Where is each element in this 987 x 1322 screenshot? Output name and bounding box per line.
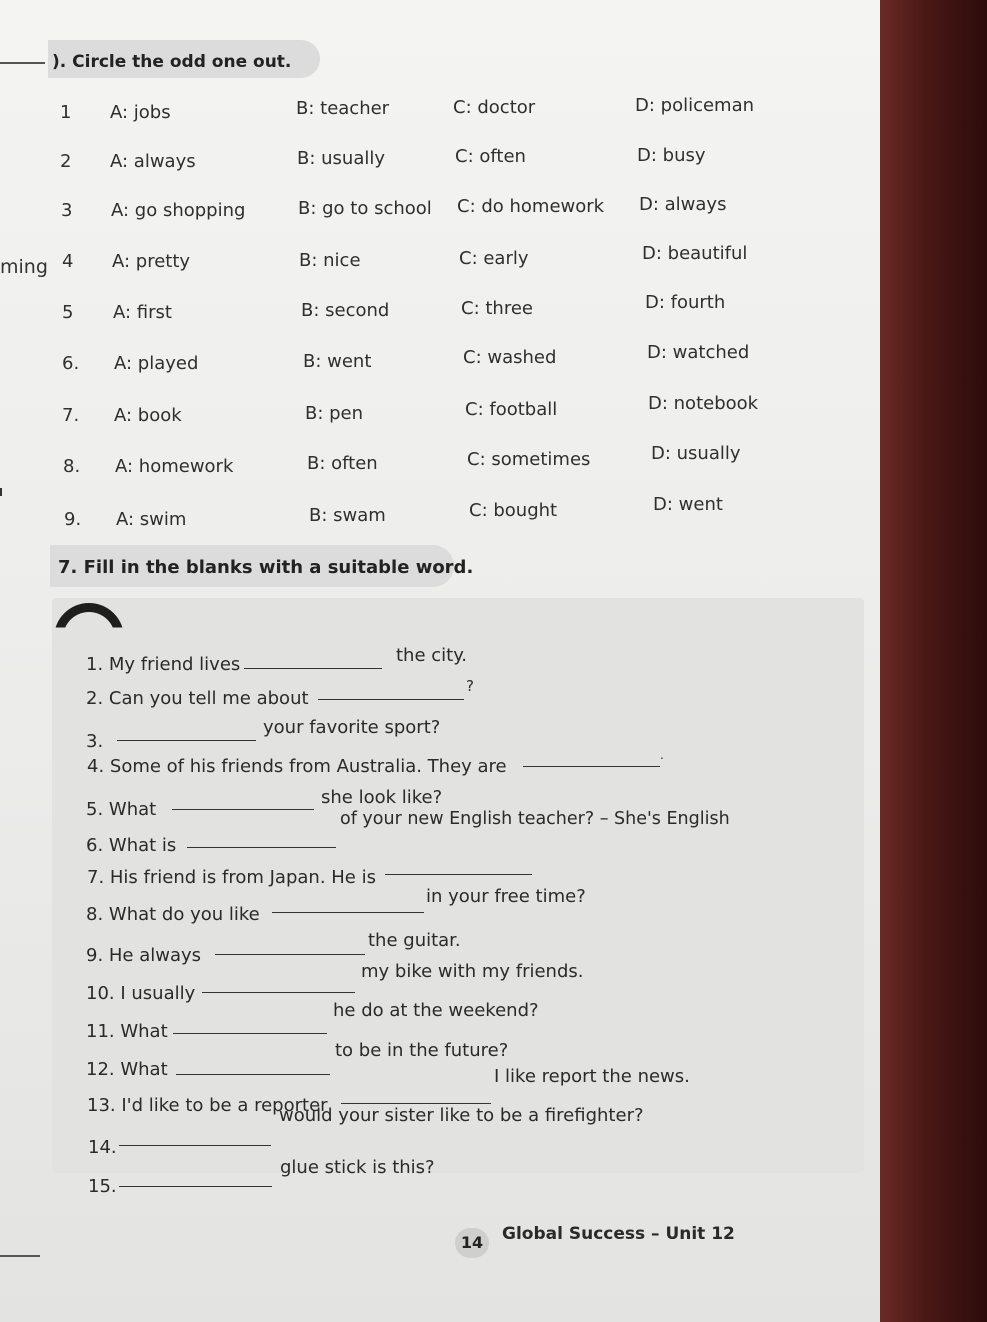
option-a[interactable]: A: jobs bbox=[110, 102, 171, 123]
margin-text: ming bbox=[0, 256, 48, 278]
section6-title: ). Circle the odd one out. bbox=[52, 52, 292, 72]
option-b[interactable]: B: pen bbox=[305, 403, 364, 424]
table-background bbox=[880, 0, 987, 1322]
option-d[interactable]: D: usually bbox=[651, 443, 741, 464]
option-c[interactable]: C: do homework bbox=[457, 196, 605, 217]
question-number: 4 bbox=[62, 251, 74, 272]
option-d[interactable]: D: fourth bbox=[645, 292, 726, 313]
option-b[interactable]: B: swam bbox=[309, 505, 386, 526]
option-a[interactable]: A: homework bbox=[115, 456, 234, 477]
margin-line-bottom bbox=[0, 1255, 40, 1257]
fill-prefix: 13. I'd like to be a reporter bbox=[87, 1095, 328, 1116]
option-a[interactable]: A: go shopping bbox=[111, 200, 246, 221]
fill-prefix: 1. My friend lives bbox=[86, 654, 241, 675]
fill-suffix: he do at the weekend? bbox=[333, 1000, 539, 1021]
answer-blank[interactable] bbox=[119, 1145, 271, 1146]
fill-prefix: 9. He always bbox=[86, 945, 202, 966]
answer-blank[interactable] bbox=[187, 847, 336, 848]
option-b[interactable]: B: usually bbox=[297, 148, 386, 169]
option-d[interactable]: D: busy bbox=[637, 145, 706, 166]
question-number: 1 bbox=[60, 102, 72, 123]
question-row bbox=[0, 243, 880, 281]
answer-blank[interactable] bbox=[173, 1033, 327, 1034]
option-c[interactable]: C: early bbox=[459, 248, 529, 269]
question-row bbox=[0, 443, 880, 486]
option-c[interactable]: C: bought bbox=[469, 500, 558, 521]
option-d[interactable]: D: watched bbox=[647, 342, 750, 363]
option-a[interactable]: A: swim bbox=[116, 509, 187, 530]
option-b[interactable]: B: went bbox=[303, 351, 372, 372]
answer-blank[interactable] bbox=[176, 1074, 330, 1075]
question-row bbox=[0, 393, 880, 435]
option-a[interactable]: A: book bbox=[114, 405, 182, 426]
question-row bbox=[0, 292, 880, 332]
option-c[interactable]: C: doctor bbox=[453, 97, 536, 118]
fill-suffix: of your new English teacher? – She's English bbox=[340, 809, 730, 829]
answer-blank[interactable] bbox=[341, 1103, 491, 1104]
question-number: 3 bbox=[61, 200, 73, 221]
answer-blank[interactable] bbox=[119, 1186, 272, 1187]
question-number: 5 bbox=[62, 302, 74, 323]
fill-prefix: 2. Can you tell me about bbox=[86, 688, 309, 709]
answer-blank[interactable] bbox=[172, 809, 314, 810]
fill-suffix: to be in the future? bbox=[335, 1040, 509, 1061]
fill-prefix: 14. bbox=[88, 1137, 117, 1158]
option-d[interactable]: D: went bbox=[653, 494, 723, 515]
answer-blank[interactable] bbox=[117, 740, 256, 741]
fill-suffix: she look like? bbox=[321, 787, 443, 808]
answer-blank[interactable] bbox=[523, 766, 660, 767]
option-c[interactable]: C: washed bbox=[463, 347, 557, 368]
answer-blank[interactable] bbox=[215, 954, 365, 955]
fill-prefix: 11. What bbox=[86, 1021, 168, 1042]
option-d[interactable]: D: always bbox=[639, 194, 727, 215]
question-row bbox=[0, 95, 880, 132]
answer-blank[interactable] bbox=[272, 912, 424, 913]
option-b[interactable]: B: often bbox=[307, 453, 378, 474]
question-row bbox=[0, 194, 880, 230]
fill-suffix: glue stick is this? bbox=[280, 1157, 435, 1178]
fill-suffix: the city. bbox=[396, 645, 468, 666]
fill-suffix: my bike with my friends. bbox=[361, 961, 584, 982]
question-row bbox=[0, 145, 880, 181]
fill-suffix: . bbox=[660, 748, 664, 762]
fill-prefix: 6. What is bbox=[86, 835, 177, 856]
question-number: 8. bbox=[63, 456, 81, 477]
fill-prefix: 3. bbox=[86, 731, 104, 752]
fill-prefix: 15. bbox=[88, 1176, 117, 1197]
option-c[interactable]: C: three bbox=[461, 298, 533, 319]
fill-prefix: 7. His friend is from Japan. He is bbox=[87, 867, 376, 888]
fill-suffix: in your free time? bbox=[426, 886, 586, 907]
answer-blank[interactable] bbox=[385, 874, 532, 875]
fill-suffix: I like report the news. bbox=[494, 1066, 690, 1087]
option-d[interactable]: D: notebook bbox=[648, 393, 759, 414]
fill-suffix: ? bbox=[466, 677, 474, 695]
answer-blank[interactable] bbox=[318, 699, 464, 700]
option-c[interactable]: C: often bbox=[455, 146, 526, 167]
fill-prefix: 12. What bbox=[86, 1059, 168, 1080]
option-b[interactable]: B: teacher bbox=[296, 98, 390, 119]
fill-prefix: 10. I usually bbox=[86, 983, 196, 1004]
footer-title: Global Success – Unit 12 bbox=[502, 1224, 735, 1244]
fill-prefix: 4. Some of his friends from Australia. They are bbox=[87, 756, 507, 777]
margin-mark bbox=[0, 488, 2, 496]
question-number: 9. bbox=[64, 509, 82, 530]
fill-suffix: the guitar. bbox=[368, 930, 461, 951]
margin-line bbox=[0, 62, 45, 64]
fill-suffix: your favorite sport? bbox=[263, 717, 441, 738]
page-number: 14 bbox=[455, 1228, 489, 1258]
fill-prefix: 5. What bbox=[86, 799, 157, 820]
option-a[interactable]: A: played bbox=[114, 353, 199, 374]
option-a[interactable]: A: first bbox=[113, 302, 172, 323]
answer-blank[interactable] bbox=[244, 668, 382, 669]
section7-title: 7. Fill in the blanks with a suitable word. bbox=[58, 557, 474, 578]
option-a[interactable]: A: always bbox=[110, 151, 196, 172]
question-number: 6. bbox=[62, 353, 80, 374]
question-row bbox=[0, 494, 880, 539]
answer-blank[interactable] bbox=[202, 992, 355, 993]
option-c[interactable]: C: sometimes bbox=[467, 449, 591, 470]
fill-suffix: would your sister like to be a firefighter? bbox=[279, 1105, 644, 1126]
option-c[interactable]: C: football bbox=[465, 399, 558, 420]
option-d[interactable]: D: beautiful bbox=[642, 243, 748, 264]
option-a[interactable]: A: pretty bbox=[112, 251, 191, 272]
option-d[interactable]: D: policeman bbox=[635, 95, 755, 116]
option-b[interactable]: B: second bbox=[301, 300, 390, 321]
fill-prefix: 8. What do you like bbox=[86, 904, 260, 925]
question-number: 7. bbox=[62, 405, 80, 426]
question-row bbox=[0, 342, 880, 383]
option-b[interactable]: B: go to school bbox=[298, 198, 432, 219]
option-b[interactable]: B: nice bbox=[299, 250, 361, 271]
question-number: 2 bbox=[60, 151, 72, 172]
